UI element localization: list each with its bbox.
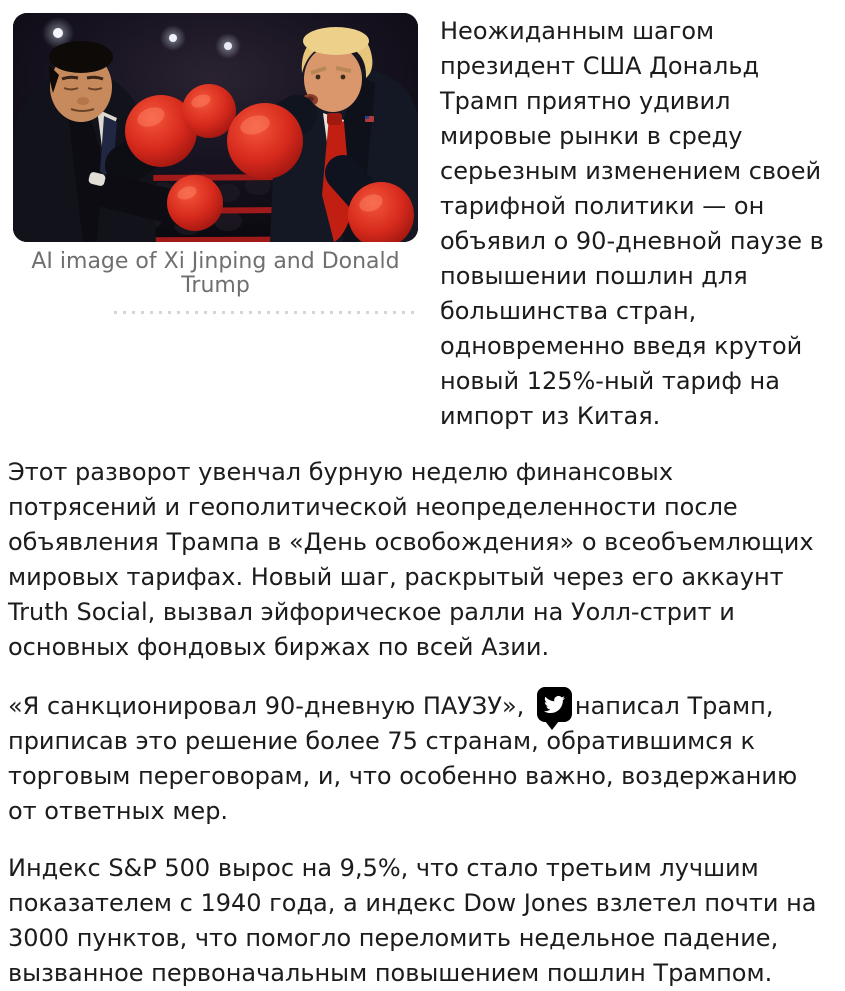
twitter-bird-glyph [544,694,565,715]
dotted-divider [114,311,418,314]
lead-text-column [418,13,845,434]
image-caption: AI image of Xi Jinping and Donald Trump [31,249,400,298]
paragraph-4: Индекс S&P 500 вырос на 9,5%, что стало третьим лучшим показателем с 1940 года, а индекс Dow Jones взлетел почти на 3000 пунктов, что помогло переломить недельное падение, вызванное первоначальным повышением пошлин Трампом. [8,854,817,987]
article-body [0,455,845,991]
paragraph-2: Этот разворот увенчал бурную неделю финансовых потрясений и геополитической неопределенности после объявления Трампа в «День освобождения» о всеобъемлющих мировых тарифах. Новый шаг, раскрытый через его аккаунт Truth Social, вызвал эйфорическое ралли на Уолл-стрит и основных фондовых биржах по всей Азии. [8,458,814,661]
boxing-illustration [13,13,418,242]
paragraph-lead: Неожиданным шагом президент США Дональд Трамп приятно удивил мировые рынки в среду серьезным изменением своей тарифной политики — он объявил о 90-дневной паузе в повышении пошлин для большинства стран, одновременно введя крутой новый 125%-ный тариф на импорт из Китая. [440,17,824,430]
twitter-icon[interactable] [537,687,572,722]
paragraph-3-after: написал Трамп, приписав это решение более 75 странам, обратившимся к торговым переговорам, и, что особенно важно, воздержанию от ответных мер. [8,692,798,825]
article-image [13,13,418,242]
article-header-section [0,0,845,434]
article-figure [13,13,418,434]
paragraph-3 [8,687,827,829]
paragraph-3-before: «Я санкционировал 90-дневную ПАУЗУ», [8,692,532,720]
